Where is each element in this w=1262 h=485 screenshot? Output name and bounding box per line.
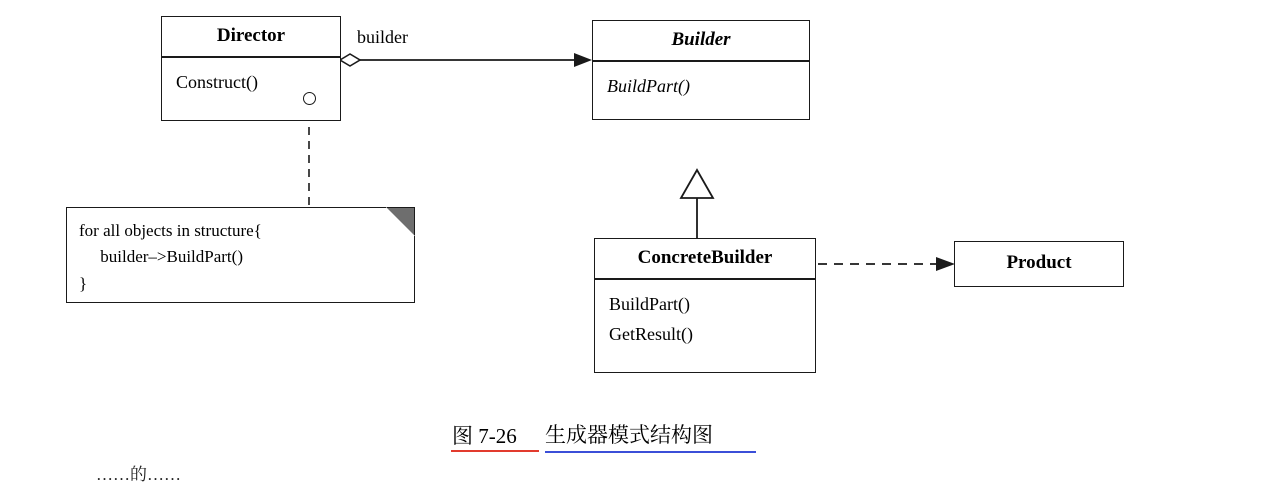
class-name-director: Director [216, 25, 286, 46]
operation-item: BuildPart() [609, 293, 690, 314]
uml-class-product[interactable] [954, 241, 1124, 287]
operation-item: GetResult() [609, 324, 693, 345]
operation-item: BuildPart() [607, 75, 690, 96]
uml-class-builder[interactable] [592, 20, 810, 120]
uml-class-concretebuilder[interactable] [594, 238, 816, 373]
note-line: for all objects in structure{ [79, 221, 262, 240]
caption-underline-red [451, 450, 539, 452]
operation-item: Construct() [176, 71, 258, 92]
figure-caption-title: 生成器模式结构图 [545, 423, 713, 447]
uml-note[interactable] [66, 207, 415, 303]
caption-underline-blue [545, 451, 756, 453]
class-name-concretebuilder: ConcreteBuilder [637, 247, 773, 268]
edge-label-builder: builder [357, 27, 408, 47]
class-name-builder: Builder [671, 29, 731, 50]
class-name-product: Product [1006, 252, 1072, 273]
note-line: builder–>BuildPart() [79, 247, 243, 267]
uml-class-director[interactable] [161, 16, 341, 121]
class-operations-builder [593, 62, 809, 112]
figure-caption-number: 图 7-26 [452, 424, 517, 448]
page-fragment-text: ……的…… [96, 465, 181, 484]
lifeline-anchor-dot [303, 92, 316, 105]
note-line: } [79, 273, 88, 293]
class-operations-concretebuilder [595, 280, 815, 361]
